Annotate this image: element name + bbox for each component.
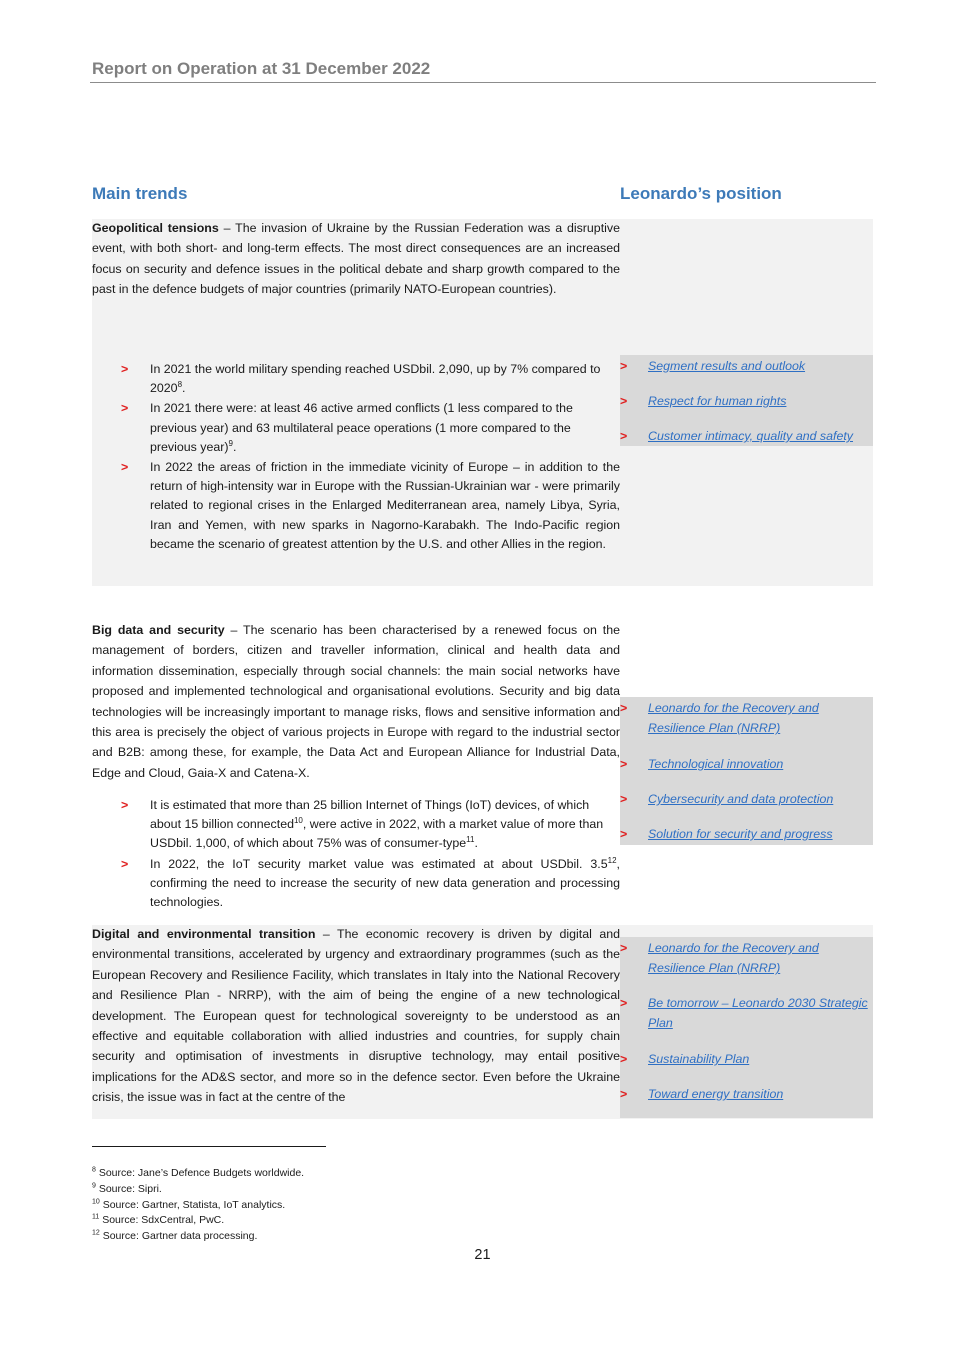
link-text[interactable]: Technological innovation bbox=[648, 757, 784, 771]
geopolitical-paragraph bbox=[92, 218, 620, 300]
link-marker: > bbox=[620, 429, 628, 443]
link-segment-results[interactable] bbox=[620, 356, 873, 376]
link-marker: > bbox=[620, 359, 628, 373]
link-recovery-resilience-plan-2[interactable] bbox=[620, 938, 873, 979]
link-cybersecurity[interactable] bbox=[620, 789, 873, 809]
link-human-rights[interactable] bbox=[620, 391, 873, 411]
leonardo-position-heading: Leonardo’s position bbox=[620, 184, 782, 203]
digital-transition-body: – The economic recovery is driven by digital and environmental transitions, accelerated by urgency and extraordinary programmes (such as the European Recovery and Resilience Facility, which translates in Italy into the National Recovery and Resilience Plan - NRRP), with the aim of being the engine of a new technological development. The European quest for technological sovereignty to be understood as an effective and equitable collaboration with allied industries and countries, for supply chain security and optimisation of investments in disruptive technology, may entail positive implications for the AD&S sector, and more so in the defence sector. Even before the Ukraine crisis, the issue was in fact at the centre of the bbox=[92, 927, 620, 1105]
footnote: $^{10}$ Source: Gartner, Statista, IoT analytics. bbox=[92, 1198, 286, 1211]
bullet-marker: > bbox=[121, 460, 129, 475]
header-divider bbox=[90, 82, 876, 83]
link-text[interactable]: Customer intimacy, quality and safety bbox=[648, 429, 853, 443]
big-data-bullet-list bbox=[92, 796, 620, 912]
footnote-divider bbox=[92, 1146, 326, 1147]
link-strategic-plan[interactable] bbox=[620, 993, 873, 1034]
geopolitical-bullet-list bbox=[92, 360, 620, 554]
link-sustainability-plan[interactable] bbox=[620, 1049, 873, 1069]
list-item: > In 2022, the IoT security market value was estimated at about USDbil. $3.5^{12}$, confirming the need to increase the security of new data generation and processing technologies. bbox=[121, 855, 620, 910]
link-text[interactable]: Leonardo for the Recovery and Resilience Plan (NRRP) bbox=[648, 701, 819, 736]
link-customer-intimacy[interactable] bbox=[620, 426, 873, 446]
digital-transition-paragraph bbox=[92, 924, 620, 1108]
geopolitical-body: – The invasion of Ukraine by the Russian Federation was a disruptive event, with both short- and long-term effects. The most direct consequences are an increased focus on security and defence issues in the political debate and sharp growth compared to the past in the defence budgets of major countries (primarily NATO-European countries). bbox=[92, 221, 620, 297]
bullet-marker: > bbox=[121, 798, 129, 812]
footnote: $^9$ Source: Sipri. bbox=[92, 1182, 162, 1195]
link-recovery-resilience-plan[interactable] bbox=[620, 698, 873, 739]
list-item: > In 2021 the world military spending reached USDbil. 2,090, up by 7% compared to 2020$^8$. bbox=[121, 362, 601, 396]
link-text[interactable]: Sustainability Plan bbox=[648, 1052, 750, 1066]
page-number: 21 bbox=[474, 1247, 491, 1263]
digital-transition-heading: Digital and environmental transition bbox=[92, 927, 316, 941]
link-technological-innovation[interactable] bbox=[620, 754, 873, 774]
link-text[interactable]: Cybersecurity and data protection bbox=[648, 792, 834, 806]
big-data-heading: Big data and security bbox=[92, 623, 225, 637]
list-item: > In 2021 there were: at least 46 active armed conflicts (1 less compared to the previous year) and 63 multilateral peace operations (1 more compared to the previous year)$^9$. bbox=[121, 401, 573, 454]
link-marker: > bbox=[620, 792, 628, 806]
bullet-marker: > bbox=[121, 362, 129, 376]
list-item: > In 2022 the areas of friction in the immediate vicinity of Europe – in addition to the return of high-intensity war in Europe with the Russian-Ukrainian war - were primarily related to regional crises in the Enlarged Mediterranean area, namely Libya, Syria, Iran and Yemen, with new sparks in Nagorno-Karabakh. The Indo-Pacific region became the scenario of greatest attention by the U.S. and other Allies in the region. bbox=[121, 460, 620, 551]
link-marker: > bbox=[620, 1087, 628, 1101]
list-item: > It is estimated that more than 25 billion Internet of Things (IoT) devices, of which about 15 billion connected$^{10}$, were active in 2022, with a market value of more than USDbil. 1,000, of which about 75% was of consumer-type$^{11}$. bbox=[121, 798, 604, 851]
main-trends-heading: Main trends bbox=[92, 184, 188, 203]
link-marker: > bbox=[620, 941, 628, 955]
link-security-progress[interactable] bbox=[620, 824, 873, 844]
footnote: $^{12}$ Source: Gartner data processing. bbox=[92, 1229, 258, 1242]
link-marker: > bbox=[620, 996, 628, 1010]
link-marker: > bbox=[620, 394, 628, 408]
big-data-paragraph bbox=[92, 620, 620, 783]
link-marker: > bbox=[620, 1052, 628, 1066]
geopolitical-heading: Geopolitical tensions bbox=[92, 221, 219, 235]
link-text[interactable]: Solution for security and progress bbox=[648, 827, 833, 841]
bullet-marker: > bbox=[121, 856, 129, 871]
link-text[interactable]: Be tomorrow – Leonardo 2030 Strategic Plan bbox=[648, 996, 868, 1031]
link-text[interactable]: Toward energy transition bbox=[648, 1087, 784, 1101]
link-marker: > bbox=[620, 757, 628, 771]
link-marker: > bbox=[620, 701, 628, 715]
link-energy-transition[interactable] bbox=[620, 1084, 873, 1104]
footnote: $^8$ Source: Jane’s Defence Budgets worldwide. bbox=[92, 1166, 305, 1179]
bullet-marker: > bbox=[121, 401, 129, 416]
link-marker: > bbox=[620, 827, 628, 841]
link-text[interactable]: Respect for human rights bbox=[648, 394, 787, 408]
footnote: $^{11}$ Source: SdxCentral, PwC. bbox=[92, 1213, 225, 1226]
report-header-title: Report on Operation at 31 December 2022 bbox=[92, 59, 431, 78]
link-text[interactable]: Leonardo for the Recovery and Resilience Plan (NRRP) bbox=[648, 941, 819, 976]
link-text[interactable]: Segment results and outlook bbox=[648, 359, 806, 373]
big-data-body: – The scenario has been characterised by a renewed focus on the management of borders, citizen and traveller information, clinical and health data and information dissemination, especially through social channels: the main social networks have proposed and implemented technological and organisational evolutions. Security and big data technologies will be increasingly important to manage risks, flows and sensitive information and this area is precisely the object of various projects in Europe with regard to the industrial sector and B2B: among these, for example, the Data Act and European Alliance for Industrial Data, Edge and Cloud, Gaia-X and Catena-X. bbox=[92, 623, 620, 780]
